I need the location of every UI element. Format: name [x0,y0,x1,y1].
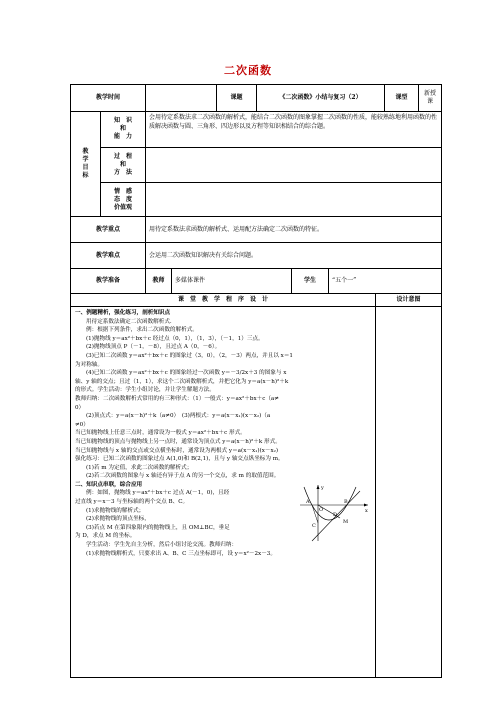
emotion-line-2: 态 度 [113,195,132,203]
goals-char-1: 教 [82,148,89,155]
s1-line-6c: 的形式。学生活动：学生小组讨论，并让学生解题方法。 [75,387,215,394]
y-axis-arrow [317,485,320,489]
goals-section-label [71,112,101,216]
emotion-line-3: 价值观 [113,203,132,211]
difficult-point-row [71,243,441,269]
emotion-label [101,183,146,216]
process-line-2: 和 [119,160,126,168]
s1-line-6b: 轴、y 轴的交点；且过（1，1），求这个二次函数解析式，并把它化为 y＝a(x－h)²＋k [75,378,289,385]
label-o: O [319,507,324,514]
s2-line-1: 例：如图，抛物线 y＝ax²＋bx＋c 过点 A(－1，0)，且经 [86,490,230,497]
s1-line-5b: 为对称轴。 [75,361,103,368]
process-text [146,148,441,183]
x-axis-arrow [364,504,368,507]
label-x: x [365,508,368,515]
example-2-block [75,485,372,541]
process-body-row [71,307,441,677]
s2-line-2: 过直线 y＝x－3 与坐标轴的两个交点 B、C。 [75,499,189,506]
label-m: M [343,519,349,526]
emotion-text [146,183,441,216]
s1-line-6: (4)已知二次函数 y＝ax²＋bx＋c 的图象经过一次函数 y＝－3/2x＋3 的图象与 x [86,370,287,377]
s1-line-2: 例：根据下列条件，求出二次函数的解析式。 [86,327,198,334]
knowledge-line-3: 能 力 [113,133,132,141]
label-y: y [321,485,324,492]
s1-line-10: 当已知抛物线的顶点与抛物线上另一点时，通常设为顶点式 y＝a(x－h)²＋k 形式。 [75,438,281,445]
key-point-label: 教学重点 [71,217,146,242]
topic-value: 《二次函数》小结与复习（2） [257,85,385,111]
prep-student-label: 学生 [292,269,329,293]
s1-line-9: 当已知抛物线上任意三点时，通常设为一般式 y＝ax²＋bx＋c 形式。 [75,430,246,437]
design-intent-content [376,307,441,677]
s1-line-3: (1)抛物线 y＝ax²＋bx＋c 经过点（0，1），（1，3），（－1，1）三点。 [86,335,264,342]
segment-ac [312,505,318,523]
s2-line-8: (1)求抛物线解析式，只要求出 A、B、C 三点坐标即可，设 y＝x²－2x－3。 [86,550,276,557]
s1-line-4: (2)抛物线顶点 P（－1，－8），且过点 A（0，－6）。 [86,344,221,351]
label-d: D [333,512,338,519]
process-line-1: 过 程 [113,152,132,160]
process-content [71,307,376,677]
knowledge-line-2: 和 [119,125,126,133]
s2-line-7: 学生活动：学生先自主分析，然后小组讨论交流。教师归纳： [86,542,238,549]
key-point-text: 用待定系数法求函数的解析式、运用配方法确定二次函数的特征。 [149,225,324,233]
time-value [146,85,217,111]
prep-label: 教学准备 [71,269,146,293]
emotion-line-1: 情 感 [113,187,132,195]
s1-line-8: (2)顶点式：y＝a(x－h)²＋k（a≠0） (3)两根式：y＝a(x－x₁)(x－x₂)（a [86,413,271,420]
label-a: A [306,499,310,506]
section-2-title: 二、知识点串联，综合应用 [75,481,143,488]
header-row [71,85,441,112]
process-header-label: 课 堂 教 学 程 序 设 计 [71,294,376,306]
s1-line-5: (3)已知二次函数 y＝ax²＋bx＋c 的图象过（3，0），（2，－3）两点，并且以 x＝1 [86,352,293,359]
prep-student-value: “五个一” [332,277,357,284]
s1-line-11: 当已知抛物线与 x 轴的交点或交点横坐标时，通常设为两根式 y＝a(x－x₁)(x－x₂) [75,447,279,454]
goals-block [71,112,441,217]
s1-line-7b: 0） [75,404,85,411]
time-label: 教学时间 [71,85,146,111]
document-title: 二次函数 [224,64,272,77]
type-label: 课型 [385,85,419,111]
process-header-row [71,294,441,307]
process-label [101,148,146,183]
knowledge-line-1: 知 识 [113,117,132,125]
key-point-row [71,217,441,243]
goals-char-2: 学 [82,156,89,163]
label-b: B [344,499,348,506]
s1-line-8b: ≠0） [75,421,89,428]
process-line-3: 方 法 [113,168,132,176]
knowledge-label [101,112,146,147]
section-1-title: 一、例题精析，强化练习，剖析知识点 [75,310,171,316]
difficult-point-text: 会运用二次函数知识解决有关综合问题。 [149,251,258,259]
label-c: C [312,523,316,530]
difficult-point-label: 教学难点 [71,243,146,268]
type-value: 新授课 [423,90,436,105]
s1-line-12: 强化练习：已知二次函数的图象过点 A(1,0)和 B(2,1)，且与 y 轴交点纵坐标为 m。 [75,456,284,463]
s1-line-1: 用待定系数法确定二次函数解析式. [86,318,172,325]
prep-teacher-label: 教师 [146,269,172,293]
s2-line-6: 为 D，求点 M 的坐标。 [75,533,136,540]
s2-line-4: (2)求抛物线的顶点坐标， [86,516,150,523]
s1-line-7: 教师归纳：二次函数解析式常用的有三种形式：（1）一般式：y＝ax²＋bx＋c（a≠ [75,395,279,402]
topic-label: 课题 [217,85,257,111]
parabola-figure [298,483,370,543]
lesson-plan-table [70,84,442,678]
s1-line-13: (1)若 m 为定值，求此二次函数的解析式； [86,464,193,471]
prep-teacher-value: 多媒体课件 [172,269,292,293]
s2-line-3: (1)求抛物线的解析式； [86,507,145,514]
s2-line-5: (3)若点 M 在第四象限内的抛物线上，且 OM⊥BC，垂足 [86,524,230,531]
s1-line-14: (2)若二次函数的图象与 x 轴还有异于点 A 的另一个交点，求 m 的取值范围。 [86,473,280,480]
goals-char-3: 目 [82,164,89,171]
knowledge-text: 会用待定系数法求二次函数的解析式，能结合二次函数的图象掌握二次函数的性质，能较熟练地利用函数的性质解决函数与圆、三角形、四边形以及方程等知识相结合的综合题。 [149,114,438,130]
prep-row [71,269,441,294]
design-intent-label: 设计意图 [396,296,421,303]
goals-char-4: 标 [82,172,89,179]
